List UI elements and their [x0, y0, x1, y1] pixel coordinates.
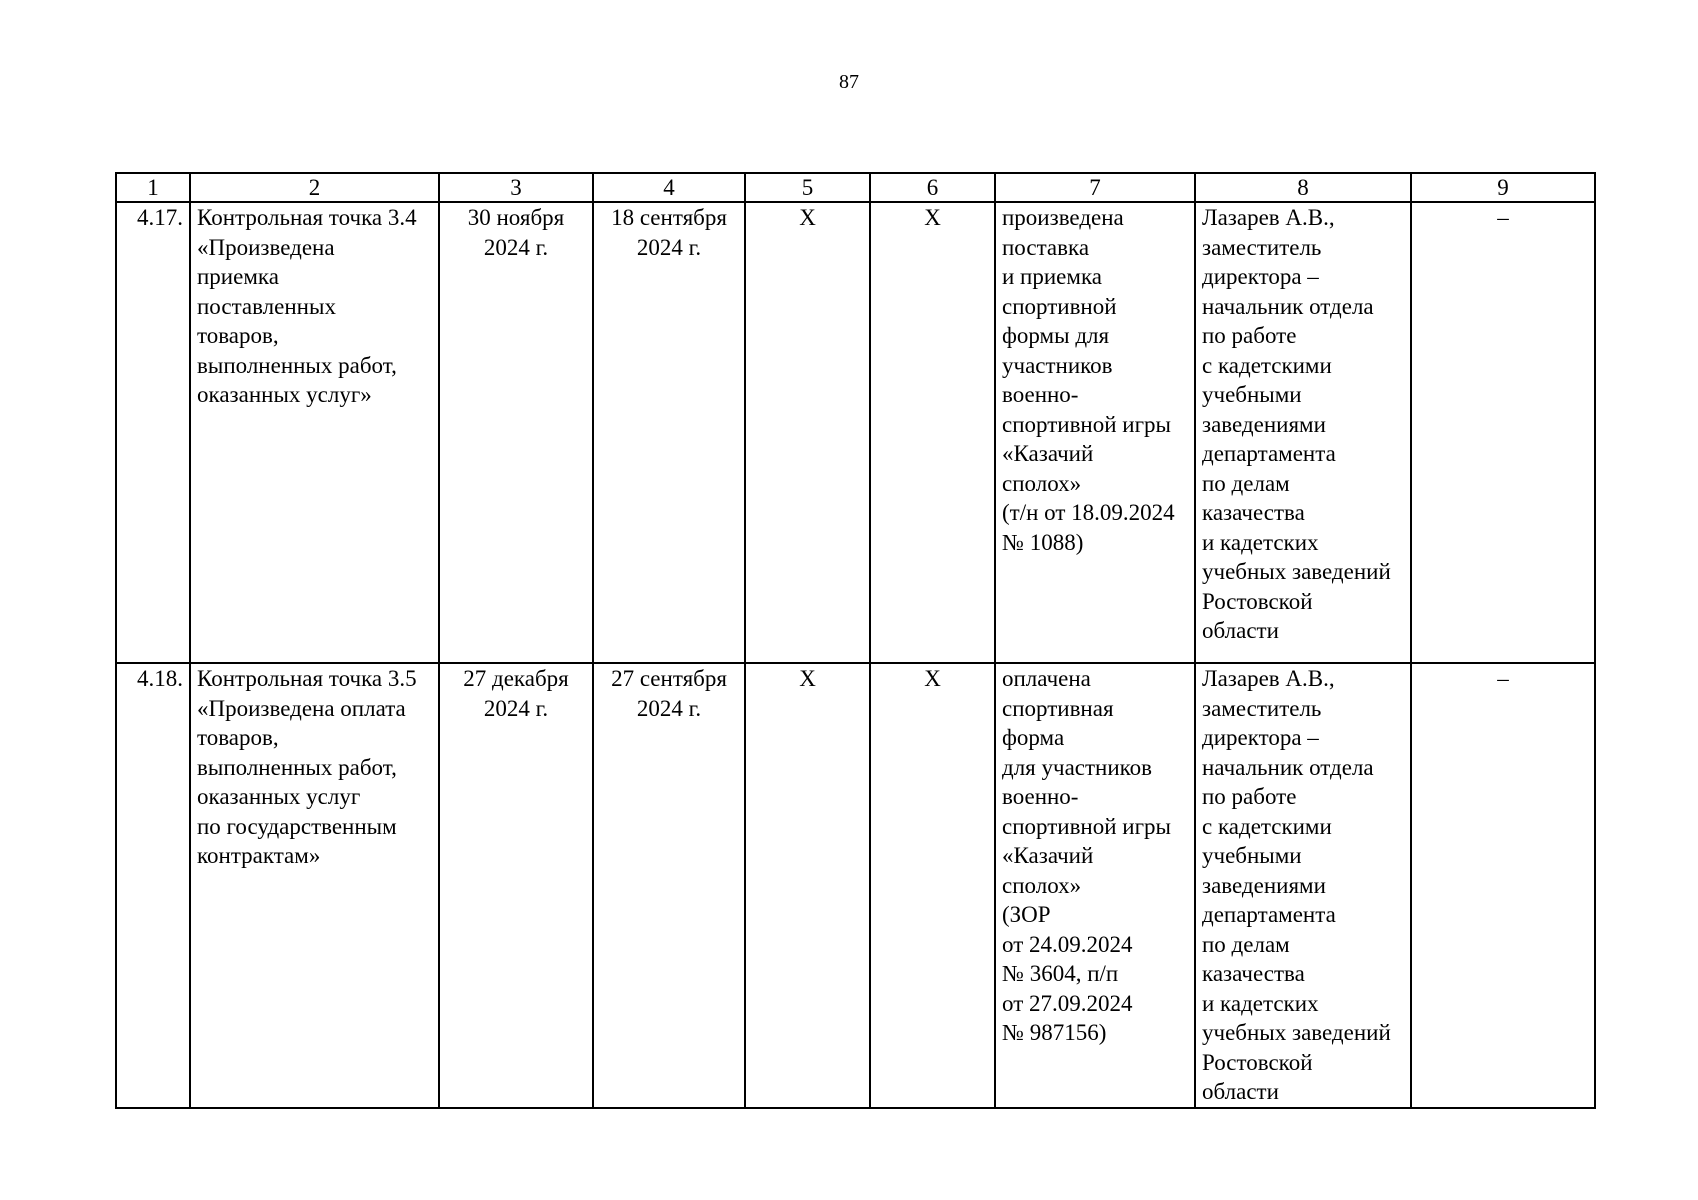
cell-text-line: выполненных работ,	[197, 754, 397, 780]
header-row	[116, 173, 1595, 202]
cell-text-line: и кадетских	[1202, 990, 1319, 1016]
cell-text-line: Лазарев А.В.,	[1202, 205, 1335, 230]
result-cell	[995, 202, 1195, 663]
table-row	[116, 202, 1595, 663]
cell-text-line: 2024 г.	[483, 234, 549, 260]
cell-text-line: военно-	[1002, 784, 1079, 809]
cell-text-line: и кадетских	[1202, 529, 1319, 555]
fact-date-cell	[593, 663, 745, 1108]
cell-text-line: от 27.09.2024	[1002, 990, 1133, 1016]
cell-text-line: поставленных	[197, 293, 336, 319]
cell-text-line: (т/н от 18.09.2024	[1002, 500, 1175, 525]
control-points-table	[115, 172, 1596, 1109]
plan-date-cell	[439, 202, 593, 663]
cell-text-line: от 24.09.2024	[1002, 931, 1133, 957]
responsible-cell	[1195, 663, 1411, 1108]
cell-text-line: (ЗОР	[1002, 902, 1051, 927]
cell-text-line: произведена	[1002, 205, 1124, 230]
col6-cell: Х	[870, 202, 995, 663]
table-row	[116, 663, 1595, 1108]
cell-text-line: товаров,	[197, 725, 279, 750]
cell-text-line: «Произведена	[197, 234, 335, 260]
header-cell: 3	[439, 173, 593, 202]
cell-text-line: спортивной игры	[1002, 813, 1171, 839]
cell-text-line: Контрольная точка 3.5	[197, 666, 417, 691]
cell-text-line: № 3604, п/п	[1002, 961, 1119, 986]
cell-text-line: военно-	[1002, 382, 1079, 407]
col9-cell: –	[1411, 663, 1595, 1108]
cell-text-line: № 987156)	[1002, 1020, 1107, 1045]
cell-text-line: «Произведена оплата	[197, 695, 406, 721]
header-cell: 2	[190, 173, 439, 202]
cell-text-line: учебными	[1202, 843, 1302, 868]
header-cell: 8	[1195, 173, 1411, 202]
header-cell: 1	[116, 173, 190, 202]
fact-date-cell	[593, 202, 745, 663]
cell-text-line: 2024 г.	[636, 695, 702, 721]
header-cell: 7	[995, 173, 1195, 202]
col5-cell: Х	[745, 663, 870, 1108]
cell-text-line: заместитель	[1202, 234, 1322, 260]
cell-text-line: 18 сентября	[611, 205, 727, 230]
cell-text-line: товаров,	[197, 323, 279, 348]
cell-text-line: «Казачий	[1002, 441, 1094, 466]
cell-text-line: учебными	[1202, 382, 1302, 407]
cell-text-line: участников	[1002, 352, 1113, 378]
cell-text-line: с кадетскими	[1202, 813, 1332, 839]
cell-text-line: и приемка	[1002, 264, 1102, 289]
cell-text-line: департамента	[1202, 902, 1336, 927]
cell-text-line: учебных заведений	[1202, 559, 1391, 584]
cell-text-line: форма	[1002, 725, 1065, 750]
header-cell: 5	[745, 173, 870, 202]
cell-text-line: с кадетскими	[1202, 352, 1332, 378]
cell-text-line: спортивная	[1002, 695, 1114, 721]
cell-text-line: формы для	[1002, 323, 1110, 348]
header-cell: 4	[593, 173, 745, 202]
cell-text-line: 2024 г.	[483, 695, 549, 721]
cell-text-line: 30 ноября	[467, 205, 565, 230]
cell-text-line: для участников	[1002, 754, 1153, 780]
control-point-name-cell	[190, 663, 439, 1108]
cell-text-line: по государственным	[197, 813, 397, 839]
cell-text-line: выполненных работ,	[197, 352, 397, 378]
header-cell: 6	[870, 173, 995, 202]
cell-text-line: по делам	[1202, 931, 1290, 957]
cell-text-line: 2024 г.	[636, 234, 702, 260]
responsible-cell	[1195, 202, 1411, 663]
cell-text-line: поставка	[1002, 234, 1090, 260]
cell-text-line: заведениями	[1202, 411, 1326, 437]
header-cell: 9	[1411, 173, 1595, 202]
cell-text-line: оказанных услуг»	[197, 382, 372, 407]
row-number-cell: 4.17.	[116, 202, 190, 663]
cell-text-line: казачества	[1202, 961, 1305, 986]
cell-text-line: «Казачий	[1002, 843, 1094, 868]
cell-text-line: казачества	[1202, 500, 1305, 525]
cell-text-line: сполох»	[1002, 872, 1082, 898]
row-number-cell: 4.18.	[116, 663, 190, 1108]
cell-text-line: по работе	[1202, 784, 1297, 809]
cell-text-line: спортивной игры	[1002, 411, 1171, 437]
cell-text-line: директора –	[1202, 725, 1319, 750]
cell-text-line: области	[1202, 1079, 1279, 1104]
cell-text-line: по делам	[1202, 470, 1290, 496]
cell-text-line: директора –	[1202, 264, 1319, 289]
cell-text-line: Ростовской	[1202, 588, 1313, 614]
cell-text-line: оказанных услуг	[197, 784, 361, 809]
cell-text-line: учебных заведений	[1202, 1020, 1391, 1045]
plan-date-cell	[439, 663, 593, 1108]
cell-text-line: заведениями	[1202, 872, 1326, 898]
cell-text-line: приемка	[197, 264, 279, 289]
cell-text-line: Ростовской	[1202, 1049, 1313, 1075]
cell-text-line: оплачена	[1002, 666, 1091, 691]
col6-cell: Х	[870, 663, 995, 1108]
cell-text-line: Лазарев А.В.,	[1202, 666, 1335, 691]
cell-text-line: области	[1202, 618, 1279, 643]
cell-text-line: Контрольная точка 3.4	[197, 205, 417, 230]
page-number: 87	[839, 71, 859, 93]
cell-text-line: спортивной	[1002, 293, 1117, 319]
cell-text-line: по работе	[1202, 323, 1297, 348]
cell-text-line: департамента	[1202, 441, 1336, 466]
cell-text-line: заместитель	[1202, 695, 1322, 721]
cell-text-line: начальник отдела	[1202, 293, 1374, 319]
cell-text-line: сполох»	[1002, 470, 1082, 496]
control-point-name-cell	[190, 202, 439, 663]
cell-text-line: начальник отдела	[1202, 754, 1374, 780]
cell-text-line: контрактам»	[197, 843, 321, 868]
cell-text-line: 27 сентября	[611, 666, 727, 691]
cell-text-line: № 1088)	[1002, 529, 1084, 555]
col5-cell: Х	[745, 202, 870, 663]
col9-cell: –	[1411, 202, 1595, 663]
cell-text-line: 27 декабря	[463, 666, 569, 691]
result-cell	[995, 663, 1195, 1108]
